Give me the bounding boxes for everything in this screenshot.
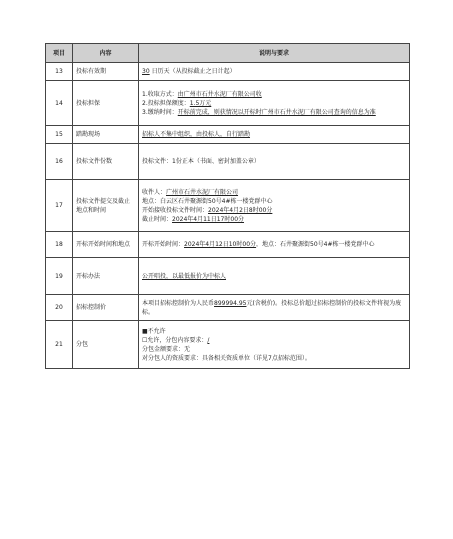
row-number: 15 [46, 126, 73, 144]
subcontract-not-allowed: ■不允许 [142, 327, 166, 335]
row-item: 投标文件份数 [73, 144, 139, 180]
row-number: 16 [46, 144, 73, 180]
row-number: 21 [46, 321, 73, 369]
table-row [46, 144, 410, 180]
row-item: 投标文件提交及截止地点和时间 [73, 180, 139, 232]
header-no: 项目 [46, 44, 73, 63]
guarantee-amount: 2.投标担保额度：1.5万元 [142, 99, 212, 107]
table-row [46, 81, 410, 126]
validity-days: 30 [142, 68, 150, 75]
table-row [46, 232, 410, 258]
opening-time-place: 开标开始时间：2024年4月12日10时00分，地点：石井聚源街50号4#栋一楼党群中心 [142, 241, 375, 248]
row-item: 踏勘现场 [73, 126, 139, 144]
table-row [46, 295, 410, 321]
row-item: 投标有效期 [73, 63, 139, 81]
row-desc: 招标人不集中组织，由投标人，自行踏勘 [139, 126, 410, 144]
guarantee-time: 3.缴纳时间：开标前完成，则获情况以开标时广州市石井水泥厂有限公司查询的信息为准 [142, 108, 376, 116]
submission-start: 开始接收投标文件时间：2024年4月2日8时00分 [142, 206, 273, 214]
row-number: 17 [46, 180, 73, 232]
submission-deadline: 截止时间：2024年4月11日17时00分 [142, 215, 245, 223]
row-item: 开标办法 [73, 258, 139, 295]
row-number: 14 [46, 81, 73, 126]
row-desc [139, 63, 410, 81]
bid-requirements-table [45, 43, 410, 369]
table-row [46, 258, 410, 295]
row-desc [139, 295, 410, 321]
table-row [46, 180, 410, 232]
row-desc [139, 232, 410, 258]
row-item: 分包 [73, 321, 139, 369]
row-item: 开标开始时间和地点 [73, 232, 139, 258]
validity-text: 日历天（从投标截止之日计起） [151, 68, 236, 75]
row-desc: 投标文件：1份正本（书面、密封加盖公章） [139, 144, 410, 180]
header-desc: 说明与要求 [139, 44, 410, 63]
control-price: 本项目招标控制价为人民币899994.95元(含税价)。投标总价超过招标控制价的投标文件将视为废标。 [142, 299, 402, 316]
row-desc: 公开唱投，以最低报价为中标人 [139, 258, 410, 295]
row-number: 13 [46, 63, 73, 81]
guarantee-method: 1.收取方式：由广州市石井水泥厂有限公司收 [142, 90, 262, 98]
table-row [46, 321, 410, 369]
table-row [46, 126, 410, 144]
recipient: 收件人：广州市石井水泥厂有限公司 [142, 188, 239, 196]
subcontract-amount: 分包金额要求：无 [142, 345, 191, 353]
row-desc [139, 321, 410, 369]
subcontract-allowed: ☐允许，分包内容要求：/ [142, 336, 210, 344]
submission-address: 地点：白云区石井聚源街50号4#栋一楼党群中心 [142, 197, 273, 205]
row-desc [139, 180, 410, 232]
row-number: 19 [46, 258, 73, 295]
row-number: 18 [46, 232, 73, 258]
subcontract-qualification: 对分包人的资质要求：具备相关资质单位（详见7点招标范围）。 [142, 354, 311, 362]
row-desc [139, 81, 410, 126]
table-row [46, 63, 410, 81]
table-header-row [46, 44, 410, 63]
row-number: 20 [46, 295, 73, 321]
row-item: 投标担保 [73, 81, 139, 126]
header-item: 内容 [73, 44, 139, 63]
row-item: 招标控制价 [73, 295, 139, 321]
